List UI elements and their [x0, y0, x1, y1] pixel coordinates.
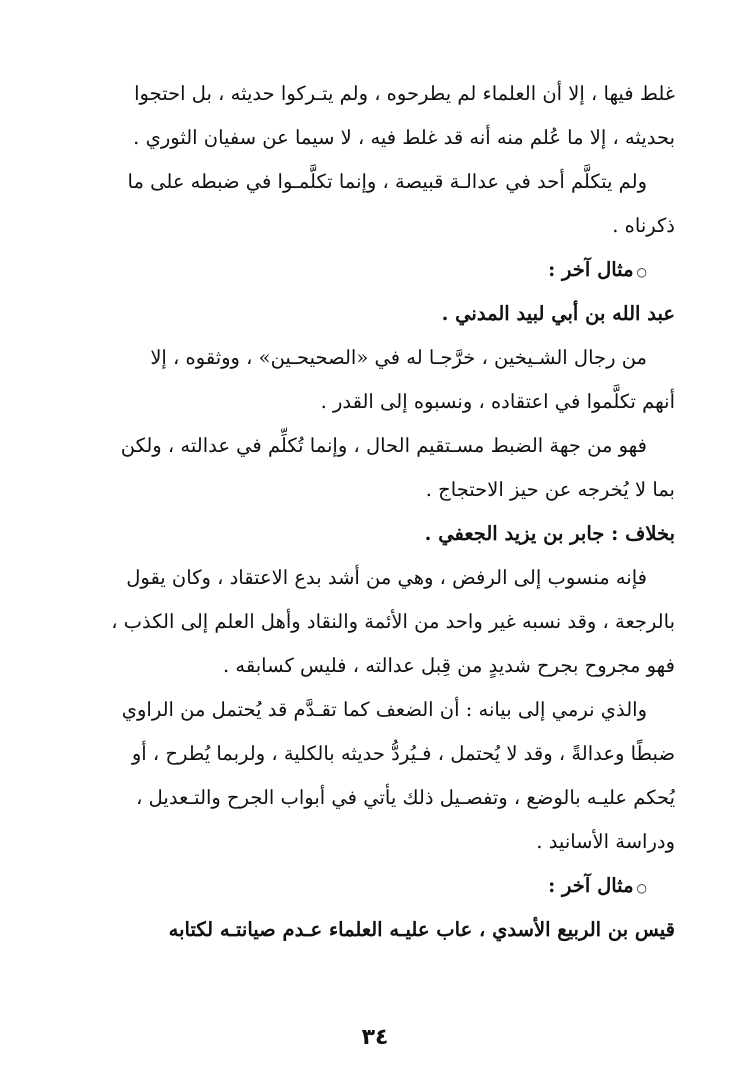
text-line: فهو من جهة الضبط مسـتقيم الحال ، وإنما تُكلِّم في عدالته ، ولكن	[120, 434, 647, 457]
example-heading	[95, 248, 675, 292]
main-text	[95, 72, 675, 952]
text-line: ولم يتكلَّم أحد في عدالـة قبيصة ، وإنما تكلَّمـوا في ضبطه على ما	[127, 170, 647, 193]
text-line: من رجال الشـيخين ، خرَّجـا له في «الصحيحـين» ، ووثقوه ، إلا	[150, 346, 647, 369]
page-number: ٣٤	[361, 1025, 389, 1050]
narrator-name: عبد الله بن أبي لبيد المدني .	[441, 302, 675, 325]
text-line: ودراسة الأسانيد .	[536, 830, 675, 853]
text-line: يُحكم عليـه بالوضع ، وتفصـيل ذلك يأتي في أبواب الجرح والتـعديل ،	[136, 786, 675, 809]
text-line: بالرجعة ، وقد نسبه غير واحد من الأئمة والنقاد وأهل العلم إلى الكذب ،	[111, 610, 675, 633]
text-line: فإنه منسوب إلى الرفض ، وهي من أشد بدع الاعتقاد ، وكان يقول	[126, 566, 647, 589]
text-line: ضبطًا وعدالةً ، وقد لا يُحتمل ، فـيُردُّ حديثه بالكلية ، ولربما يُطرح ، أو	[131, 742, 675, 765]
example-heading-label: مثال آخر :	[548, 258, 634, 281]
text-line: أنهم تكلَّموا في اعتقاده ، ونسبوه إلى القدر .	[320, 390, 675, 413]
text-line: فهو مجروح بجرح شديدٍ من قِبل عدالته ، فليس كسابقه .	[223, 654, 675, 677]
example-heading-label: مثال آخر :	[548, 874, 634, 897]
circle-bullet-icon: ○	[636, 265, 647, 279]
text-line: بما لا يُخرجه عن حيز الاحتجاج .	[425, 478, 675, 501]
text-line: بحديثه ، إلا ما عُلم منه أنه قد غلط فيه ، لا سيما عن سفيان الثوري .	[133, 126, 675, 149]
narrator-name: قيس بن الربيع الأسدي ، عاب عليـه العلماء عـدم صيانتـه لكتابه	[168, 918, 675, 941]
text-line: ذكرناه .	[612, 214, 675, 237]
text-line: غلط فيها ، إلا أن العلماء لم يطرحوه ، ولم يتـركوا حديثه ، بل احتجوا	[134, 82, 675, 105]
narrator-name: بخلاف : جابر بن يزيد الجعفي .	[424, 522, 675, 545]
text-line: والذي نرمي إلى بيانه : أن الضعف كما تقـدَّم قد يُحتمل من الراوي	[121, 698, 647, 721]
example-heading	[95, 864, 675, 908]
circle-bullet-icon: ○	[636, 881, 647, 895]
